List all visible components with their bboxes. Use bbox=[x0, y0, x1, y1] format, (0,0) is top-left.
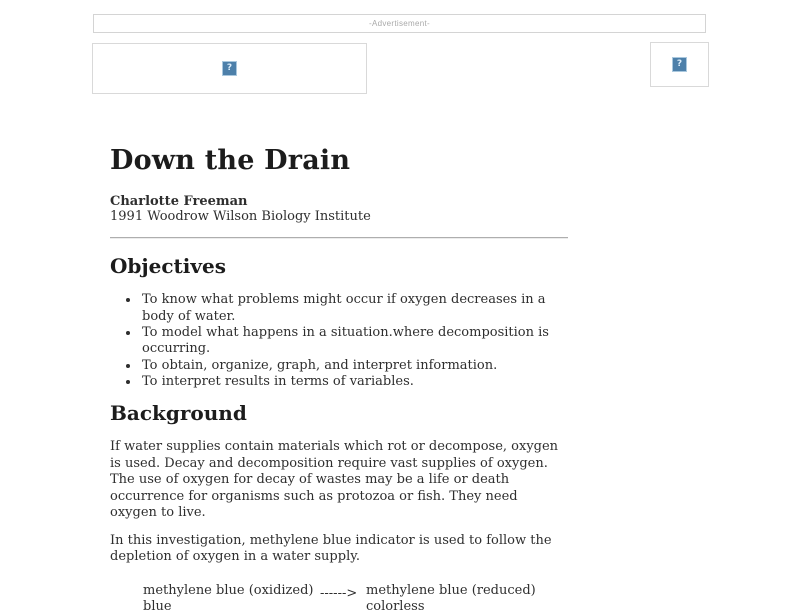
page-title: Down the Drain bbox=[110, 145, 351, 176]
product-label bbox=[366, 583, 536, 616]
section-divider bbox=[110, 237, 568, 239]
product-name: methylene blue (reduced) bbox=[366, 582, 536, 598]
broken-image-icon bbox=[222, 61, 237, 76]
byline bbox=[110, 195, 568, 224]
ad-banner bbox=[93, 14, 706, 33]
background-paragraph-2: In this investigation, methylene blue indicator is used to follow the depletion of oxygen in a water supply. bbox=[110, 532, 552, 565]
objectives-list bbox=[110, 292, 568, 390]
background-paragraph-1: If water supplies contain materials which rot or decompose, oxygen is used. Decay and decomposition require vast supplies of oxygen. The use of oxygen for decay of wastes may be a life or death occurrence for organisms such as protozoa or fish. They need oxygen to live. bbox=[110, 439, 559, 521]
logo-image-placeholder bbox=[650, 42, 709, 87]
reactant-name: methylene blue (oxidized) bbox=[143, 582, 314, 598]
product-color: colorless bbox=[366, 599, 425, 615]
objective-item: • To model what happens in a situation.where decomposition is occurring. bbox=[140, 325, 568, 358]
question-mark-glyph: ? bbox=[226, 63, 233, 73]
reaction-arrow: ------> bbox=[320, 585, 358, 601]
section-heading-background: Background bbox=[110, 401, 247, 426]
ad-banner-label: -Advertisement- bbox=[369, 19, 430, 28]
question-mark-glyph: ? bbox=[676, 59, 683, 69]
affiliation: 1991 Woodrow Wilson Biology Institute bbox=[110, 208, 371, 224]
reactant-label bbox=[143, 583, 320, 616]
reactant-color: blue bbox=[143, 599, 172, 615]
objective-item: • To know what problems might occur if oxygen decreases in a body of water. bbox=[140, 292, 568, 325]
objective-item: • To obtain, organize, graph, and interpret information. bbox=[140, 358, 568, 374]
author-name: Charlotte Freeman bbox=[110, 194, 248, 210]
objective-item: • To interpret results in terms of variables. bbox=[140, 374, 568, 390]
article bbox=[110, 147, 568, 616]
broken-image-icon bbox=[672, 57, 687, 72]
reaction-equation bbox=[143, 583, 568, 616]
header-image-placeholder bbox=[92, 43, 367, 94]
section-heading-objectives: Objectives bbox=[110, 254, 226, 279]
